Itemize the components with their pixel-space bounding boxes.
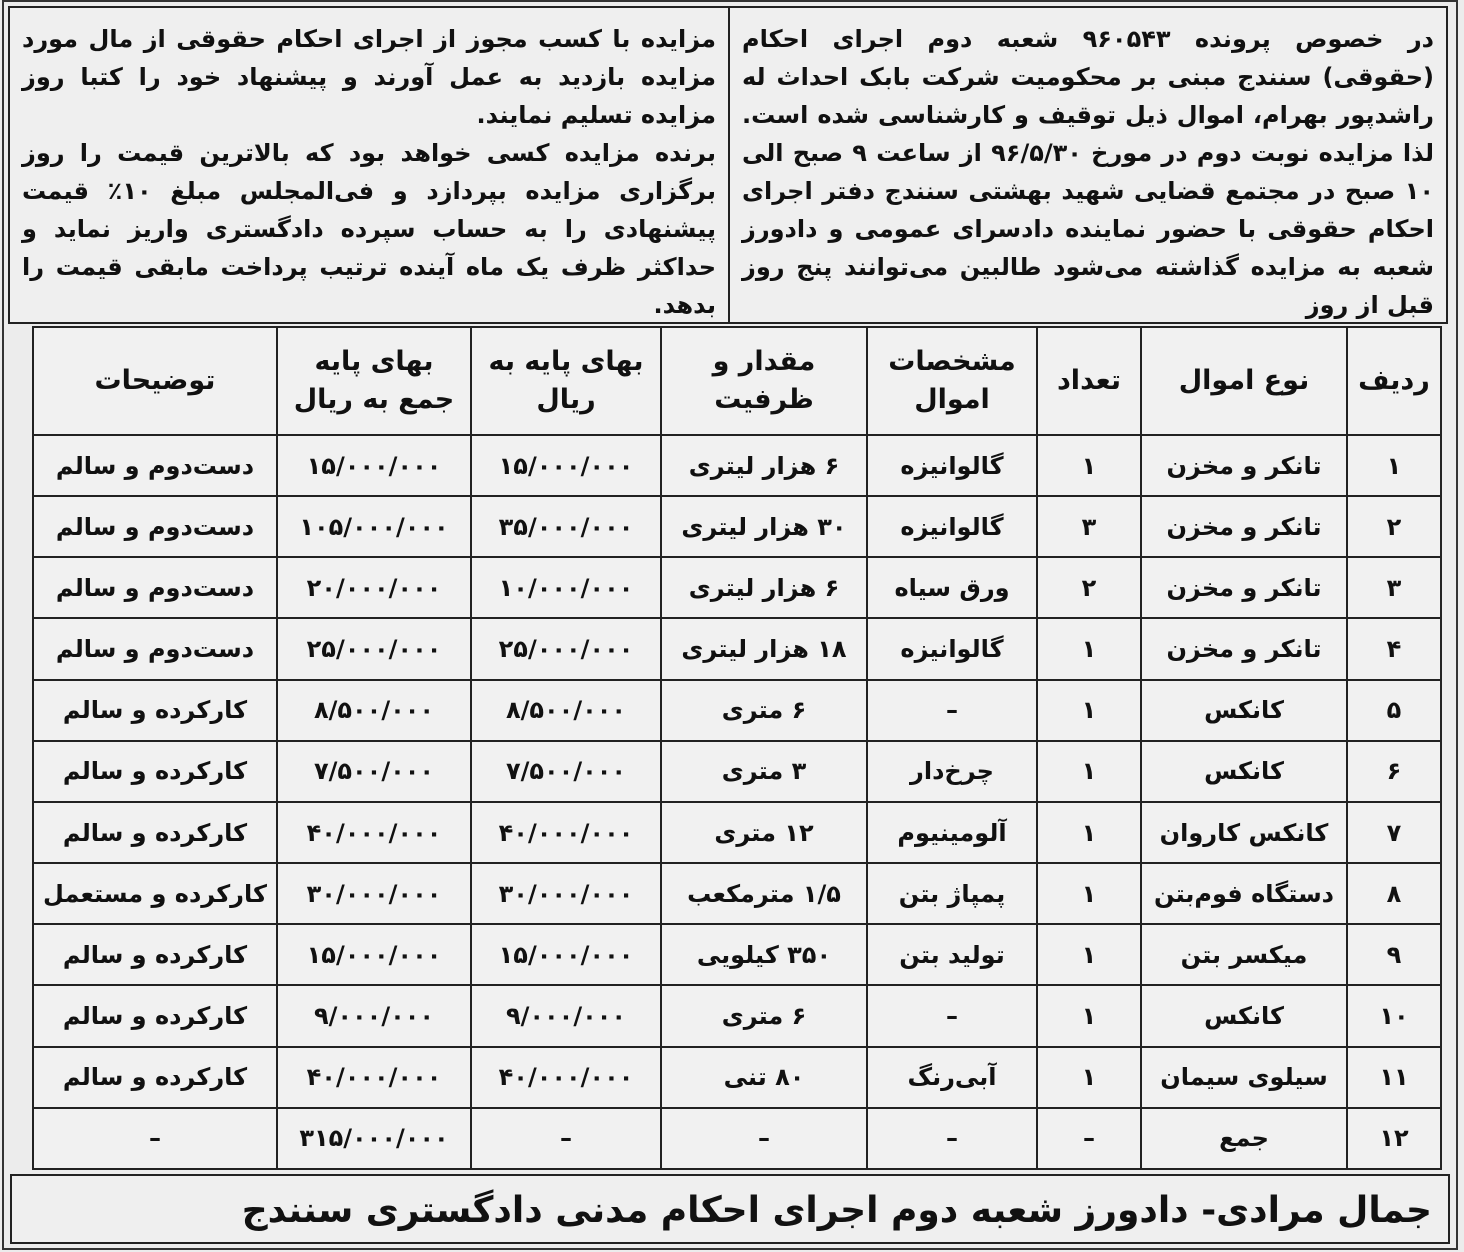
- table-cell: ۱: [1037, 618, 1141, 679]
- table-cell: ۸: [1347, 863, 1441, 924]
- table-cell: ۷/۵۰۰/۰۰۰: [471, 741, 661, 802]
- table-cell: ۹/۰۰۰/۰۰۰: [471, 985, 661, 1046]
- table-cell: گالوانیزه: [867, 435, 1037, 496]
- table-row: [33, 1047, 1441, 1108]
- table-cell: ۸/۵۰۰/۰۰۰: [277, 680, 471, 741]
- table-cell: ۶ متری: [661, 680, 867, 741]
- table-cell: ۱: [1037, 680, 1141, 741]
- table-cell: ۱۲: [1347, 1108, 1441, 1169]
- table-cell: ۴: [1347, 618, 1441, 679]
- notice-text-left-column: [10, 8, 728, 322]
- signature-line: [10, 1174, 1450, 1244]
- table-cell: ۱: [1037, 802, 1141, 863]
- table-cell: کارکرده و سالم: [33, 985, 277, 1046]
- table-cell: کارکرده و مستعمل: [33, 863, 277, 924]
- table-cell: ۳۵/۰۰۰/۰۰۰: [471, 496, 661, 557]
- table-cell: ۲۰/۰۰۰/۰۰۰: [277, 557, 471, 618]
- table-cell: ۶ هزار لیتری: [661, 435, 867, 496]
- column-header: بهای پایه به ریال: [471, 327, 661, 435]
- table-cell: ۱: [1037, 1047, 1141, 1108]
- table-cell: کارکرده و سالم: [33, 802, 277, 863]
- notice-paragraph: مزایده با کسب مجوز از اجرای احکام حقوقی از مال مورد مزایده بازدید به عمل آورند و پیشنهاد خود را کتبا روز مزایده تسلیم نمایند.: [22, 25, 716, 129]
- table-cell: ۳۰/۰۰۰/۰۰۰: [471, 863, 661, 924]
- table-cell: ۳۱۵/۰۰۰/۰۰۰: [277, 1108, 471, 1169]
- table-row: [33, 802, 1441, 863]
- table-cell: دستگاه فوم‌بتن: [1141, 863, 1347, 924]
- table-cell: ۷: [1347, 802, 1441, 863]
- table-cell: کارکرده و سالم: [33, 924, 277, 985]
- table-body: [33, 435, 1441, 1169]
- table-row: [33, 924, 1441, 985]
- table-cell: ۸/۵۰۰/۰۰۰: [471, 680, 661, 741]
- table-cell: ۸۰ تنی: [661, 1047, 867, 1108]
- table-cell: تانکر و مخزن: [1141, 557, 1347, 618]
- table-cell: گالوانیزه: [867, 496, 1037, 557]
- column-header: توضیحات: [33, 327, 277, 435]
- table-cell: تانکر و مخزن: [1141, 496, 1347, 557]
- table-cell: ۵: [1347, 680, 1441, 741]
- table-cell: ۶ متری: [661, 985, 867, 1046]
- table-cell: ۱۰/۰۰۰/۰۰۰: [471, 557, 661, 618]
- table-cell: ۹/۰۰۰/۰۰۰: [277, 985, 471, 1046]
- table-cell: ۲۵/۰۰۰/۰۰۰: [471, 618, 661, 679]
- table-cell: ۳: [1347, 557, 1441, 618]
- table-cell: –: [867, 1108, 1037, 1169]
- table-cell: ۱۲ متری: [661, 802, 867, 863]
- table-row: [33, 741, 1441, 802]
- table-cell: ۱۵/۰۰۰/۰۰۰: [471, 924, 661, 985]
- table-cell: ۲: [1347, 496, 1441, 557]
- table-cell: –: [867, 985, 1037, 1046]
- table-cell: ۱۰: [1347, 985, 1441, 1046]
- table-row: [33, 985, 1441, 1046]
- table-cell: سیلوی سیمان: [1141, 1047, 1347, 1108]
- table-header-row: [33, 327, 1441, 435]
- table-cell: –: [471, 1108, 661, 1169]
- table-cell: ۶: [1347, 741, 1441, 802]
- table-cell: ۹: [1347, 924, 1441, 985]
- signature-text: جمال مرادی- دادورز شعبه دوم اجرای احکام مدنی دادگستری سنندج: [241, 1190, 1432, 1231]
- table-cell: کانکس کاروان: [1141, 802, 1347, 863]
- table-cell: کانکس: [1141, 741, 1347, 802]
- table-cell: چرخ‌دار: [867, 741, 1037, 802]
- table-cell: ۳۰ هزار لیتری: [661, 496, 867, 557]
- table-cell: ورق سیاه: [867, 557, 1037, 618]
- table-cell: کارکرده و سالم: [33, 680, 277, 741]
- table-row: [33, 618, 1441, 679]
- table-cell: –: [33, 1108, 277, 1169]
- notice-text-box: [8, 6, 1448, 324]
- column-header: تعداد: [1037, 327, 1141, 435]
- column-header: مقدار و ظرفیت: [661, 327, 867, 435]
- table-row: [33, 557, 1441, 618]
- table-cell: ۲: [1037, 557, 1141, 618]
- table-cell: پمپاژ بتن: [867, 863, 1037, 924]
- table-cell: ۳۰/۰۰۰/۰۰۰: [277, 863, 471, 924]
- table-row: [33, 496, 1441, 557]
- table-cell: ۴۰/۰۰۰/۰۰۰: [471, 1047, 661, 1108]
- table-cell: تولید بتن: [867, 924, 1037, 985]
- table-cell: ۱/۵ مترمکعب: [661, 863, 867, 924]
- table-cell: دست‌دوم و سالم: [33, 435, 277, 496]
- table-cell: –: [1037, 1108, 1141, 1169]
- table-cell: ۶ هزار لیتری: [661, 557, 867, 618]
- table-cell: ۱۵/۰۰۰/۰۰۰: [471, 435, 661, 496]
- table-cell: کانکس: [1141, 680, 1347, 741]
- table-cell: –: [661, 1108, 867, 1169]
- notice-paragraph: برنده مزایده کسی خواهد بود که بالاترین قیمت را روز برگزاری مزایده بپردازد و فی‌المجلس مبلغ ۱۰٪ قیمت پیشنهادی را به حساب سپرده دادگستری واریز نماید و حداکثر ظرف یک ماه آینده ترتیب پرداخت مابقی قیمت را بدهد.: [22, 139, 716, 319]
- table-cell: دست‌دوم و سالم: [33, 496, 277, 557]
- table-cell: آلومینیوم: [867, 802, 1037, 863]
- table-cell: کانکس: [1141, 985, 1347, 1046]
- table-cell: ۴۰/۰۰۰/۰۰۰: [471, 802, 661, 863]
- table-cell: ۱۵/۰۰۰/۰۰۰: [277, 435, 471, 496]
- table-row: [33, 435, 1441, 496]
- table-cell: ۱۸ هزار لیتری: [661, 618, 867, 679]
- column-header: نوع اموال: [1141, 327, 1347, 435]
- column-header: ردیف: [1347, 327, 1441, 435]
- table-cell: ۱: [1037, 741, 1141, 802]
- table-cell: کارکرده و سالم: [33, 1047, 277, 1108]
- table-cell: ۱: [1037, 985, 1141, 1046]
- table-cell: دست‌دوم و سالم: [33, 557, 277, 618]
- table-cell: ۲۵/۰۰۰/۰۰۰: [277, 618, 471, 679]
- table-cell: ۱۰۵/۰۰۰/۰۰۰: [277, 496, 471, 557]
- table-cell: –: [867, 680, 1037, 741]
- notice-paragraph: در خصوص پرونده ۹۶۰۵۴۳ شعبه دوم اجرای احکام (حقوقی) سنندج مبنی بر محکومیت شرکت بابک احداث له راشدپور بهرام، اموال ذیل توقیف و کارشناسی شده است. لذا مزایده نوبت دوم در مورخ ۹۶/۵/۳۰ از ساعت ۹ صبح الی ۱۰ صبح در مجتمع قضایی شهید بهشتی سنندج دفتر اجرای احکام حقوقی با حضور نماینده دادسرای عمومی و دادورز شعبه به مزایده گذاشته می‌شود طالبین می‌توانند پنج روز قبل از روز: [742, 25, 1434, 319]
- table-cell: دست‌دوم و سالم: [33, 618, 277, 679]
- table-cell: ۱: [1037, 924, 1141, 985]
- table-cell: آبی‌رنگ: [867, 1047, 1037, 1108]
- table-row: [33, 863, 1441, 924]
- table-cell: گالوانیزه: [867, 618, 1037, 679]
- table-cell: ۷/۵۰۰/۰۰۰: [277, 741, 471, 802]
- table-cell: ۱: [1037, 435, 1141, 496]
- table-row: [33, 1108, 1441, 1169]
- table-cell: ۱۵/۰۰۰/۰۰۰: [277, 924, 471, 985]
- column-header: مشخصات اموال: [867, 327, 1037, 435]
- table-cell: ۱: [1347, 435, 1441, 496]
- table-cell: میکسر بتن: [1141, 924, 1347, 985]
- table-cell: جمع: [1141, 1108, 1347, 1169]
- table-row: [33, 680, 1441, 741]
- table-cell: تانکر و مخزن: [1141, 435, 1347, 496]
- table-cell: ۳ متری: [661, 741, 867, 802]
- table-cell: ۱۱: [1347, 1047, 1441, 1108]
- column-header: بهای پایه جمع به ریال: [277, 327, 471, 435]
- table-cell: کارکرده و سالم: [33, 741, 277, 802]
- assets-table: [32, 326, 1442, 1170]
- table-cell: تانکر و مخزن: [1141, 618, 1347, 679]
- table-cell: ۴۰/۰۰۰/۰۰۰: [277, 802, 471, 863]
- table-cell: ۳: [1037, 496, 1141, 557]
- table-cell: ۳۵۰ کیلویی: [661, 924, 867, 985]
- table-cell: ۴۰/۰۰۰/۰۰۰: [277, 1047, 471, 1108]
- table-cell: ۱: [1037, 863, 1141, 924]
- notice-text-right-column: [728, 8, 1446, 322]
